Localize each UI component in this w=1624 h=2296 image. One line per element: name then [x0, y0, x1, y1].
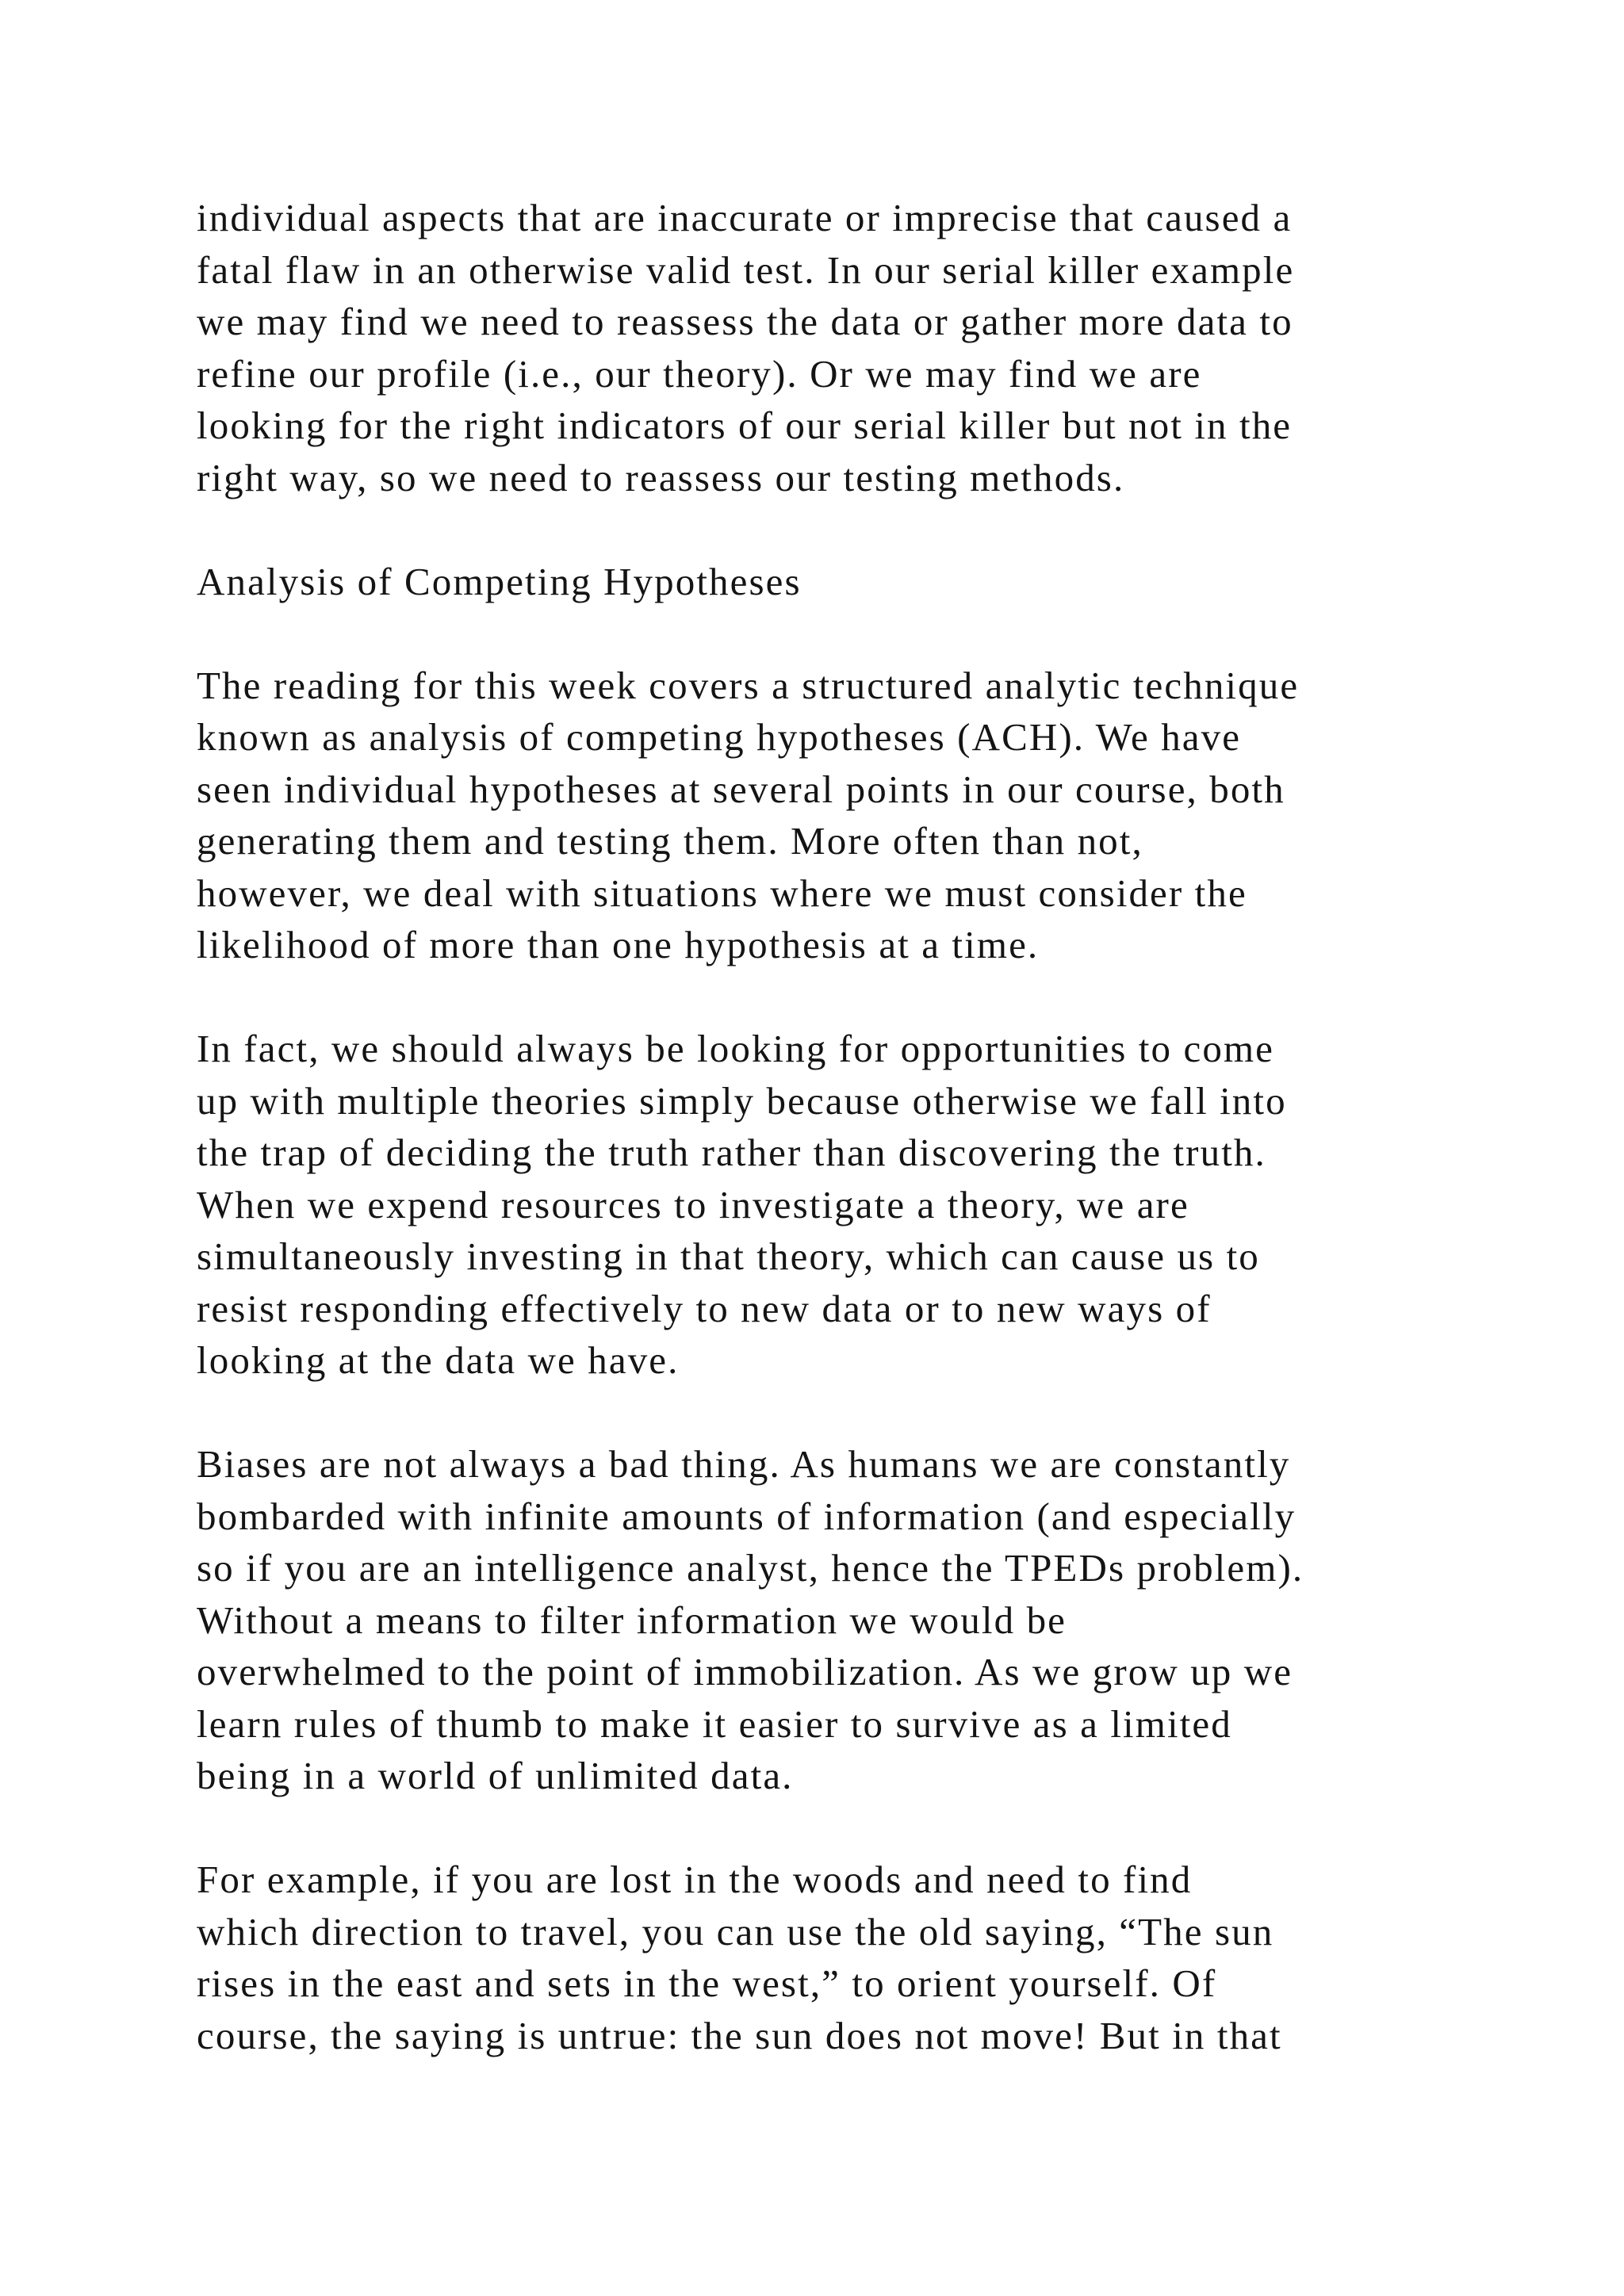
text-line: In fact, we should always be looking for opportunities to come [197, 1027, 1275, 1070]
text-line: being in a world of unlimited data. [197, 1754, 794, 1797]
text-line: which direction to travel, you can use the old saying, “The sun [197, 1909, 1274, 1954]
text-line: overwhelmed to the point of immobilization. As we grow up we [197, 1650, 1293, 1693]
text-line: seen individual hypotheses at several points in our course, both [197, 767, 1285, 811]
text-line: up with multiple theories simply because otherwise we fall into [197, 1078, 1287, 1123]
text-line: the trap of deciding the truth rather than discovering the truth. [197, 1131, 1266, 1174]
text-line: The reading for this week covers a structured analytic technique [197, 663, 1300, 707]
text-line: individual aspects that are inaccurate or imprecise that caused a [197, 196, 1293, 239]
text-line: right way, so we need to reassess our testing methods. [197, 455, 1125, 499]
paragraph-sun-example [197, 1854, 1513, 2061]
text-line: course, the saying is untrue: the sun does not move! But in that [197, 2013, 1282, 2057]
heading-text: Analysis of Competing Hypotheses [197, 559, 802, 603]
paragraph-testing-methods [197, 192, 1513, 503]
text-line: we may find we need to reassess the data or gather more data to [197, 300, 1293, 343]
text-line: simultaneously investing in that theory, which can cause us to [197, 1234, 1260, 1278]
text-line: looking for the right indicators of our serial killer but not in the [197, 404, 1293, 447]
text-line: When we expend resources to investigate a theory, we are [197, 1182, 1189, 1226]
paragraph-ach-intro [197, 660, 1513, 971]
text-line: generating them and testing them. More often than not, [197, 819, 1143, 863]
text-line: refine our profile (i.e., our theory). Or we may find we are [197, 351, 1202, 396]
text-line: looking at the data we have. [197, 1338, 680, 1382]
text-line: so if you are an intelligence analyst, hence the TPEDs problem). [197, 1546, 1304, 1590]
text-line: likelihood of more than one hypothesis at a time. [197, 923, 1040, 966]
document-body [197, 192, 1513, 2114]
paragraph-biases [197, 1438, 1513, 1802]
text-line: rises in the east and sets in the west,” to orient yourself. Of [197, 1961, 1217, 2005]
section-heading [197, 556, 1513, 608]
text-line: Biases are not always a bad thing. As humans we are constantly [197, 1442, 1291, 1486]
text-line: Without a means to filter information we would be [197, 1598, 1067, 1642]
paragraph-multiple-theories [197, 1023, 1513, 1387]
text-line: bombarded with infinite amounts of information (and especially [197, 1494, 1297, 1538]
text-line: fatal flaw in an otherwise valid test. In our serial killer example [197, 247, 1295, 292]
text-line: resist responding effectively to new data or to new ways of [197, 1286, 1212, 1330]
text-line: however, we deal with situations where we must consider the [197, 871, 1247, 915]
text-line: learn rules of thumb to make it easier to survive as a limited [197, 1701, 1232, 1746]
text-line: known as analysis of competing hypotheses (ACH). We have [197, 715, 1242, 759]
text-line: For example, if you are lost in the woods and need to find [197, 1858, 1193, 1901]
